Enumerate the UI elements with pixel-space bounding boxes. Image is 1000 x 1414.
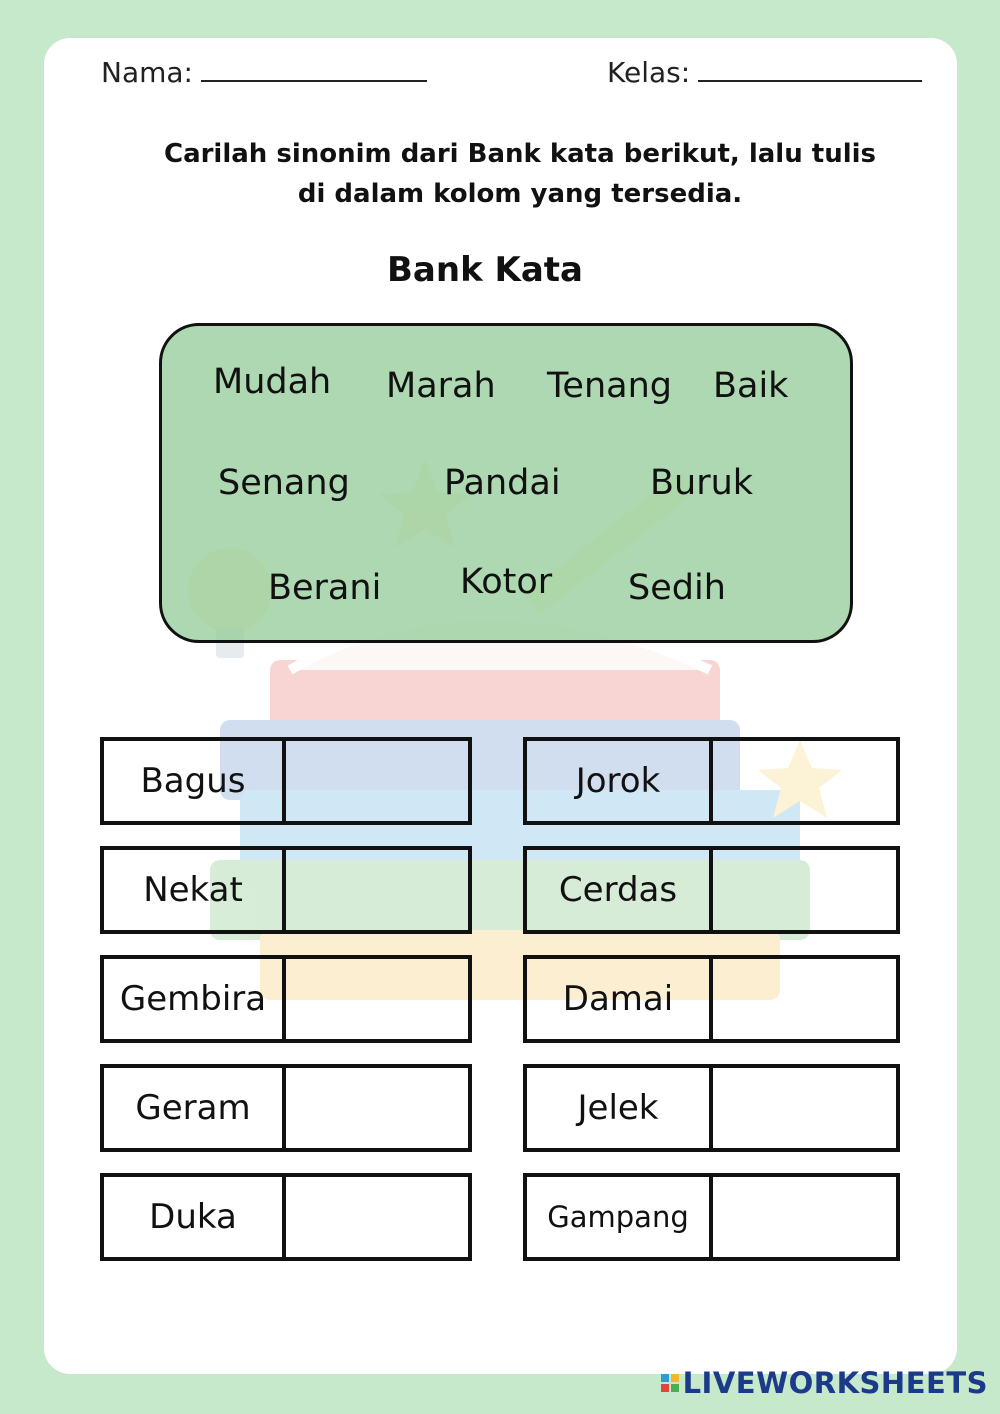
synonym-row (523, 1173, 900, 1261)
prompt-word: Jorok (527, 741, 713, 821)
bank-word: Marah (386, 366, 496, 406)
bank-word: Senang (218, 463, 350, 503)
prompt-word: Damai (527, 959, 713, 1039)
synonym-row (100, 846, 472, 934)
class-blank[interactable] (698, 80, 922, 82)
prompt-word: Jelek (527, 1068, 713, 1148)
word-bank-box (159, 323, 853, 643)
prompt-word: Cerdas (527, 850, 713, 930)
synonym-row (100, 1064, 472, 1152)
answer-box[interactable] (713, 959, 896, 1039)
answer-box[interactable] (713, 741, 896, 821)
instructions-line-1: Carilah sinonim dari Bank kata berikut, lalu tulis (163, 139, 877, 169)
bank-word: Sedih (628, 568, 726, 608)
class-label: Kelas: (607, 56, 691, 89)
name-label: Nama: (101, 56, 193, 89)
prompt-word: Gampang (527, 1177, 713, 1257)
name-field (101, 56, 427, 89)
liveworksheets-brand[interactable] (661, 1366, 988, 1400)
synonym-row (523, 846, 900, 934)
answer-box[interactable] (286, 850, 468, 930)
synonym-row (100, 1173, 472, 1261)
bank-word: Buruk (650, 463, 754, 503)
synonym-row (523, 1064, 900, 1152)
bank-word: Kotor (460, 562, 553, 602)
synonym-row (100, 737, 472, 825)
instructions-line-2: di dalam kolom yang tersedia. (297, 179, 743, 209)
instructions (140, 134, 900, 214)
bank-word: Mudah (213, 362, 332, 402)
bank-word: Pandai (444, 463, 561, 503)
bank-word: Baik (713, 366, 789, 406)
prompt-word: Nekat (104, 850, 286, 930)
answer-box[interactable] (286, 959, 468, 1039)
synonym-row (100, 955, 472, 1043)
answer-box[interactable] (286, 1177, 468, 1257)
bank-word: Berani (268, 568, 382, 608)
name-blank[interactable] (201, 80, 427, 82)
answer-box[interactable] (286, 741, 468, 821)
prompt-word: Bagus (104, 741, 286, 821)
prompt-word: Geram (104, 1068, 286, 1148)
answer-box[interactable] (713, 850, 896, 930)
class-field (607, 56, 922, 89)
answer-box[interactable] (286, 1068, 468, 1148)
liveworksheets-logo-icon (661, 1374, 679, 1392)
answer-box[interactable] (713, 1068, 896, 1148)
synonym-row (523, 737, 900, 825)
brand-name: LIVEWORKSHEETS (682, 1366, 988, 1400)
synonym-row (523, 955, 900, 1043)
bank-word: Tenang (547, 366, 672, 406)
prompt-word: Gembira (104, 959, 286, 1039)
prompt-word: Duka (104, 1177, 286, 1257)
word-bank-title: Bank Kata (387, 250, 583, 290)
answer-box[interactable] (713, 1177, 896, 1257)
